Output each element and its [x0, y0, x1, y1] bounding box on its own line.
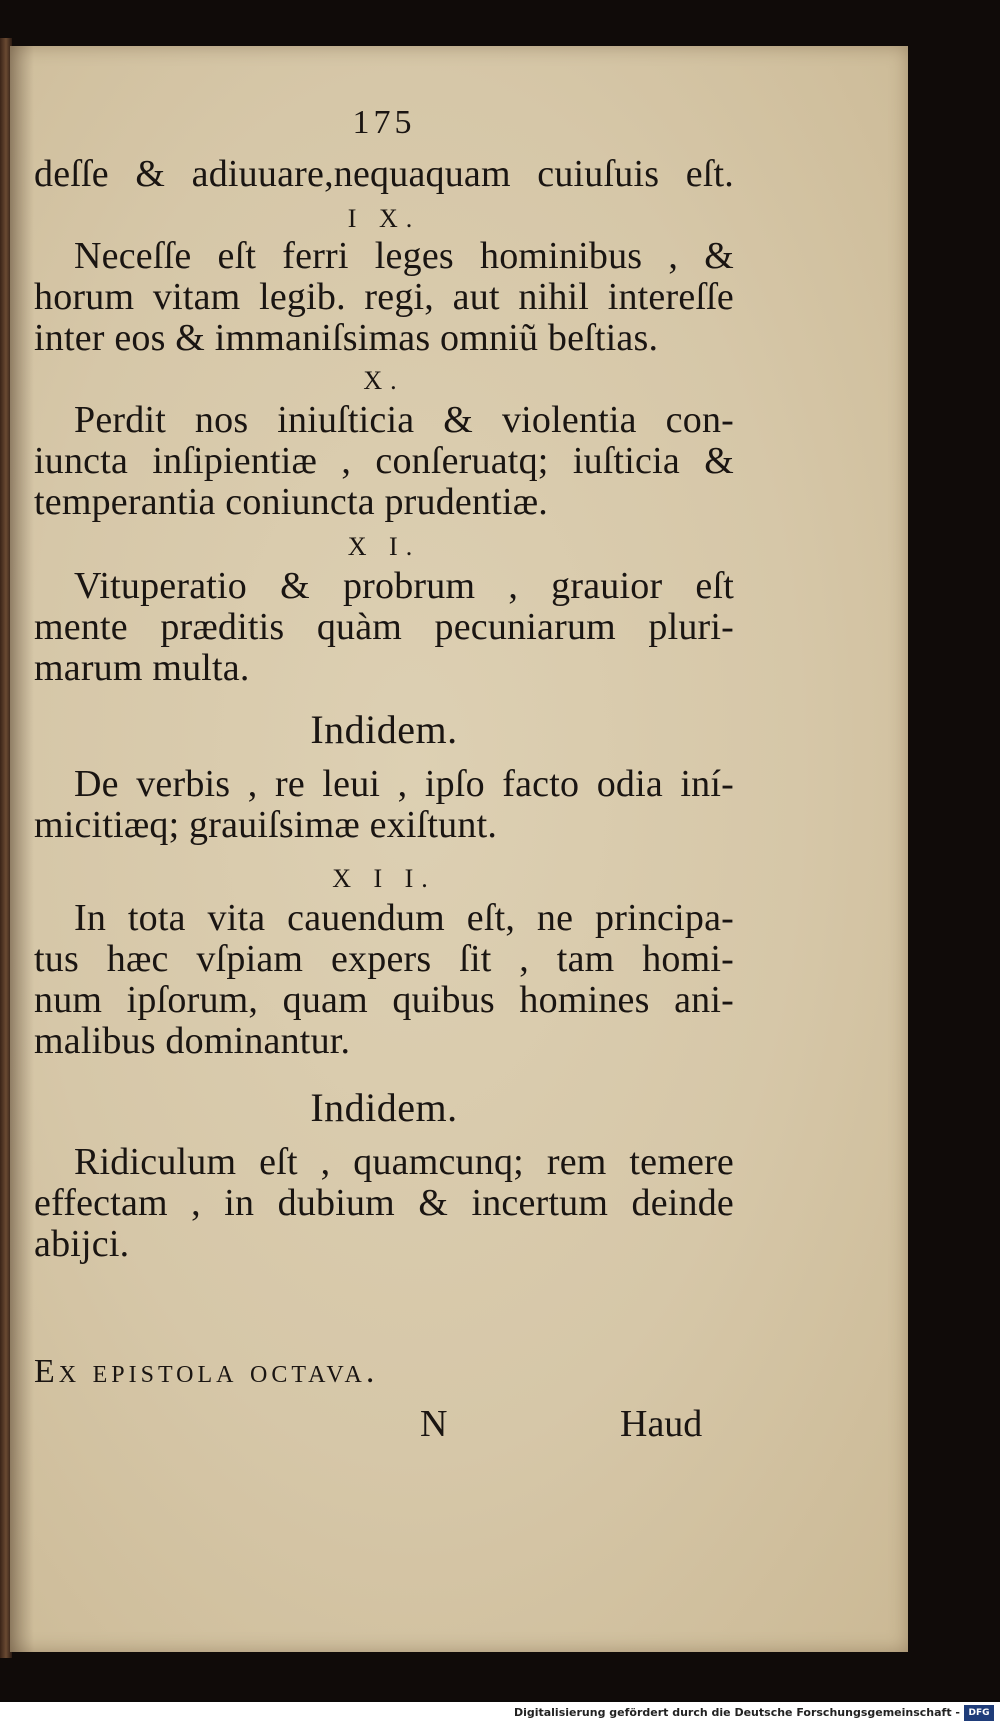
colophon-line: Ex epistola octava.: [34, 1353, 379, 1390]
text-line: De verbis , re leui , ipſo facto odia iní-: [74, 763, 734, 805]
text-line: effectam , in dubium & incertum deinde: [34, 1182, 734, 1224]
text-line: In tota vita cauendum eſt, ne principa-: [74, 897, 734, 939]
text-line: abijci.: [34, 1223, 130, 1265]
catchword: Haud: [620, 1403, 703, 1445]
text-line: Vituperatio & probrum , grauior eſt: [74, 565, 734, 607]
text-line: Ridiculum eſt , quamcunq; rem temere: [74, 1141, 734, 1183]
text-line: iuncta inſipientiæ , conſeruatq; iuſticia &: [34, 440, 734, 482]
footer-credit-text: Digitalisierung gefördert durch die Deutsche Forschungsgemeinschaft -: [513, 1706, 960, 1719]
text-line: marum multa.: [34, 647, 250, 689]
section-numeral-xii: X I I.: [332, 864, 436, 893]
section-heading-indidem: Indidem.: [310, 707, 458, 752]
text-line: mente præditis quàm pecuniarum pluri-: [34, 606, 734, 648]
text-line: deſſe & adiuuare,nequaquam cuiuſuis eſt.: [34, 153, 734, 195]
section-heading-indidem: Indidem.: [310, 1085, 458, 1130]
section-numeral-x: X.: [363, 366, 405, 395]
text-line: inter eos & immaniſsimas omniũ beſtias.: [34, 317, 659, 359]
text-line: temperantia coniuncta prudentiæ.: [34, 481, 548, 523]
text-line: micitiæq; grauiſsimæ exiſtunt.: [34, 804, 498, 846]
section-numeral-xi: X I.: [347, 532, 421, 561]
text-line: num ipſorum, quam quibus homines ani-: [34, 979, 734, 1021]
text-line: Perdit nos iniuſticia & violentia con-: [74, 399, 734, 441]
text-line: horum vitam legib. regi, aut nihil intereſſe: [34, 276, 734, 318]
text-line: Neceſſe eſt ferri leges hominibus , &: [74, 235, 734, 277]
book-page: [10, 46, 908, 1652]
page-number: 175: [352, 104, 416, 141]
text-line: tus hæc vſpiam expers ſit , tam homi-: [34, 938, 734, 980]
section-numeral-ix: I X.: [347, 204, 421, 233]
text-line: malibus dominantur.: [34, 1020, 351, 1062]
signature-mark: N: [420, 1403, 448, 1445]
dfg-logo-icon: DFG: [964, 1705, 994, 1721]
footer-bar: [0, 1702, 1000, 1726]
